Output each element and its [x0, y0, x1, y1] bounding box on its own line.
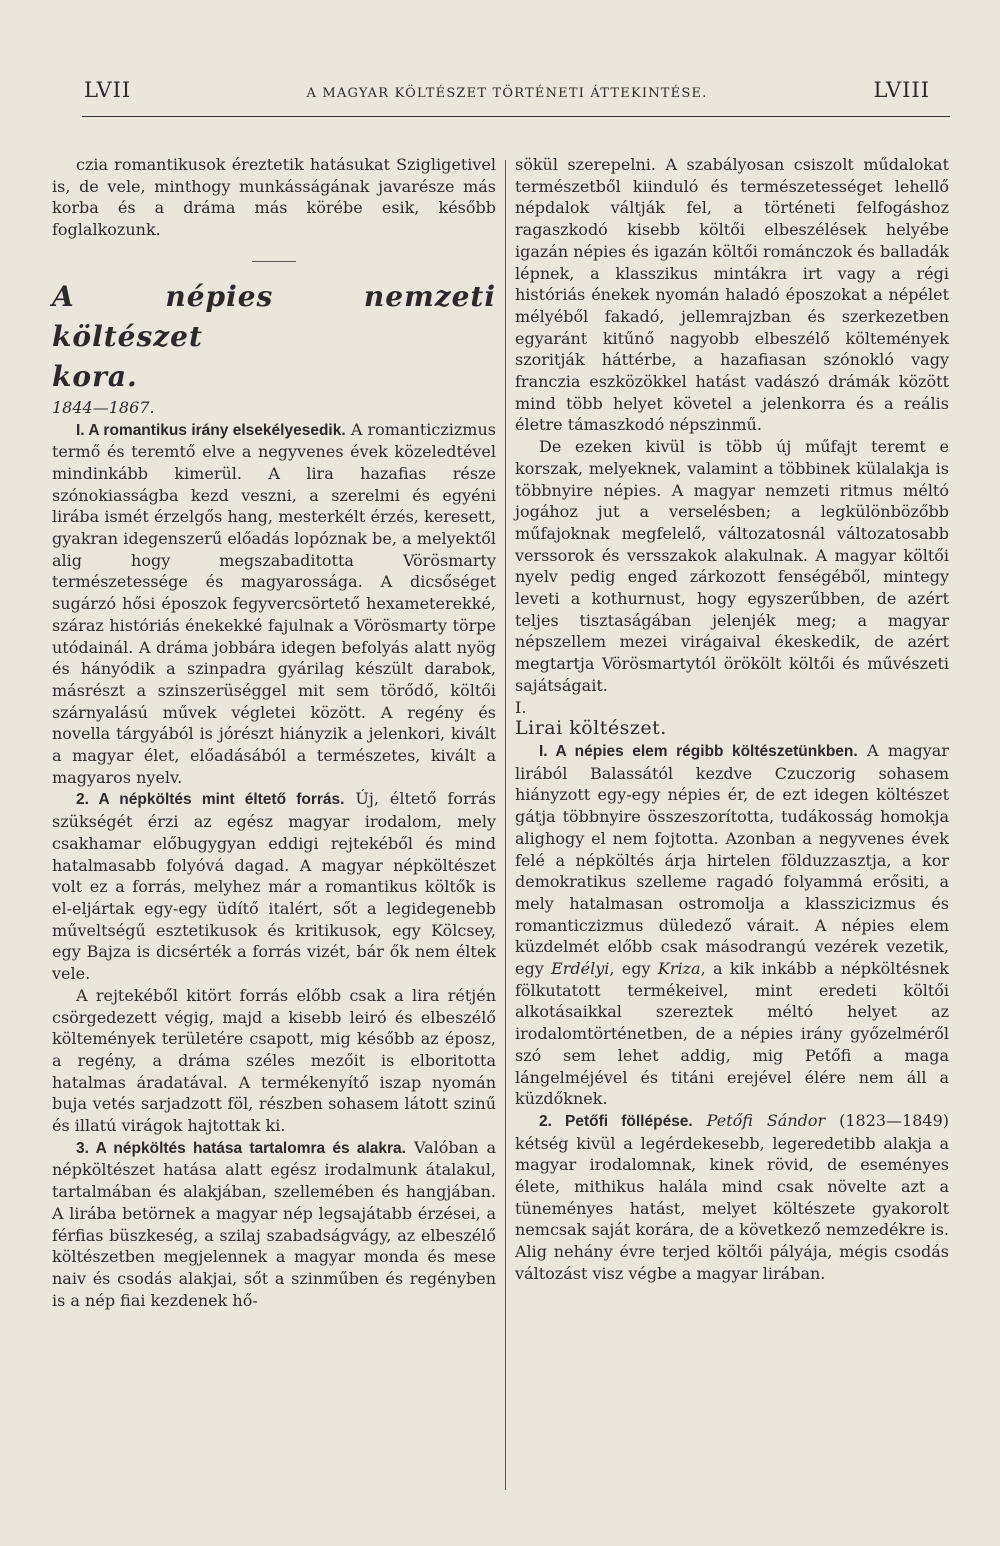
column-divider — [505, 160, 506, 1490]
paragraph-2-text: Új, éltető forrás szükségét érzi az egész magyar irodalom, mely csakhamar előbugygyan eddigi rejtekéből és mind hatalmasabb folyóvá dagad. A magyar népköltészet volt ez a forrás, melyhez már a romantikus költők is el-eljártak egy-egy üdítő italért, sőt a legidegenebb műveltségű esztetikusok és kritikusok, egy Kölcsey, egy Bajza is dicsérték a forrás vizét, bár ők nem éltek vele. — [52, 789, 496, 984]
subsection-heading-3: 3. A népköltés hatása tartalomra és alakra. — [76, 1139, 406, 1157]
subsection-heading-r2: 2. Petőfi föllépése. — [539, 1112, 693, 1130]
name-petofi: Petőfi Sándor — [706, 1110, 826, 1130]
paragraph-1 — [52, 419, 496, 789]
page-number-right: LVIII — [873, 78, 930, 102]
name-erdelyi: Erdélyi — [551, 959, 610, 979]
running-title: A MAGYAR KÖLTÉSZET TÖRTÉNETI ÁTTEKINTÉSE. — [306, 86, 708, 101]
paragraph-2 — [52, 788, 496, 984]
subsection-heading-1: I. A romantikus irány elsekélyesedik. — [76, 421, 346, 439]
chapter-title: Lirai költészet. — [515, 717, 667, 740]
paragraph-2b: A rejtekéből kitört forrás előbb csak a lira rétjén csörgedezett végig, majd a kisebb leiró és elbeszélő költemények területére csapott, mig később az éposz, a regény, a dráma széles mezőit is elboritotta hatalmas áradatával. A termékenyítő iszap nyomán buja vetés sarjadzott föl, részben sohasem látott szinű és illatú virágok hajtottak ki. — [52, 985, 496, 1136]
page-header — [78, 78, 936, 110]
left-column — [52, 154, 496, 1311]
paragraph-r1-text-a: A magyar lirából Balassától kezdve Czuczorig sohasem hiányzott egy-egy népies ér, de ezt idegen költészet gátja többnyire összeszorította, tudákosság homokja alighogy el nem fojtotta. Azonban a negyvenes évek felé a népköltés árja hirtelen földuzzasztja, a kor demokratikus szelleme ragadó folyammá erősiti, a mely hatalmasan ostromolja a klasszicizmus és romanticzizmus düledező várait. A népies elem küzdelmét előbb csak másodrangú vezérek vezetik, egy — [515, 740, 949, 979]
paragraph-r2-text: (1823—1849) kétség kivül a legérdekesebb, legeredetibb alakja a magyar irodalomnak, kinek rövid, de eseményes élete, mithikus halála mind csak növelte azt a tüneményes hatást, melyet költészete gyakorolt nemcsak saját korára, de a következő nemzedékre is. Alig nehány évre terjed költői pályája, mégis csodás változást visz végbe a magyar lirában. — [515, 1110, 950, 1283]
paragraph-3 — [52, 1137, 496, 1312]
section-separator — [252, 261, 296, 262]
name-kriza: Kriza — [657, 959, 701, 979]
header-rule — [82, 116, 950, 117]
page-number-left: LVII — [84, 78, 132, 102]
paragraph-right-3 — [515, 740, 949, 1110]
right-column — [515, 154, 949, 1285]
chapter-number: I. — [515, 697, 527, 717]
subsection-heading-r1: I. A népies elem régibb költészetünkben. — [539, 742, 858, 760]
paragraph-right-2: De ezeken kivül is több új műfajt teremt e korszak, melyeknek, valamint a többinek külalakja is többnyire népies. A magyar nemzeti ritmus méltó jogához jut a verselésben; a legkülönbözőbb műfajoknak megfelelő, változatosnál változatosabb verssorok és versszakok alakulnak. A magyar költői nyelv pedig enged zárkozott fenségéből, mintegy leveti a kothurnust, hogy egyszerűbben, de azért teljes tisztaságában jelenjék meg; a magyar népszellem mezei virágaival ékeskedik, de azért megtartja Vörösmartytól örökölt költői és művészeti sajátságait. — [515, 437, 949, 695]
section-title-line1: A népies nemzeti költészet — [52, 279, 496, 353]
paragraph-r1-text-b: , egy — [609, 959, 651, 979]
section-title-line2: kora. — [52, 359, 138, 393]
paragraph-3-text: Valóban a népköltészet hatása alatt egész irodalmunk átalakul, tartalmában és alakjában, szellemében és hangjában. A lirába betörnek a magyar nép legsajátabb érzései, a férfias büszkeség, a szilaj szabadságvágy, az elbeszélő költészetben megjelennek a magyar monda és mese naiv és csodás alakjai, sőt a szinműben és regényben is a nép fiai kezdenek hő- — [52, 1137, 496, 1310]
paragraph-right-4 — [515, 1110, 949, 1285]
paragraph-r1-text-c: , a kik inkább a népköltésnek fölkutatott termékeivel, mint eredeti költői alkotásaikkal szereztek méltó helyet az irodalomtörténetben, de a népies irány győzelméről szó sem lehet addig, mig Petőfi a maga lángelméjével és titáni erejével élére nem áll a küzdőknek. — [515, 959, 950, 1109]
subsection-heading-2: 2. A népköltés mint éltető forrás. — [76, 791, 345, 809]
paragraph-1-text: A romanticzizmus termő és teremtő elve a negyvenes évek közeledtével mindinkább kimerül. A lira hazafias része szónokiasságba kezd veszni, a szerelmi és egyéni lirába ismét érzelgős hang, mesterkélt érzés, keresett, gyakran idegenszerű előadás lopóznak be, a melyektől alig hogy megszabaditotta Vörösmarty természetessége és magyarossága. A dicsőséget sugárzó hősi époszok fegyvercsörtető hexameterekké, száraz históriás énekekké fajulnak a Vörösmarty törpe utódainál. A dráma jobbára idegen befolyás alatt nyög és hányódik a szinpadra gyárilag készült darabok, másrészt a szinszerüséggel mit sem törődő, költői szárnyalású művek végletei között. A regény és novella tárgyából is jórészt hiányzik a jelenkori, kivált a magyar élet, előadásából a természetes, kivált a magyaros nyelv. — [52, 419, 496, 787]
continued-paragraph: sökül szerepelni. A szabályosan csiszolt műdalokat természetből kiinduló és természetességet lehellő népdalok váltják fel, a történeti felfogáshoz ragaszkodó kisebb költői elbeszélések helyébe igazán népies és igazán költői románczok és balladák lépnek, a klasszikus mintákra irt vagy a régi históriás énekek nyomán haladó époszokat a népélet mélyéből fakadó, jellemrajzban és szerkezetben egyaránt kitűnő nagyobb elbeszélő költemények szoritják háttérbe, a hazafiasan szónokló vagy franczia eszközökkel hatást vadászó drámák között mind több helyet követel a jelenkorra és a reális életre támaszkodó népszinmű. — [515, 155, 949, 435]
section-dates: 1844—1867. — [52, 397, 155, 417]
intro-paragraph: czia romantikusok éreztetik hatásukat Szigligetivel is, de vele, minthogy munkásságának javarésze más korba és a dráma más körébe esik, később foglalkozunk. — [52, 155, 496, 240]
